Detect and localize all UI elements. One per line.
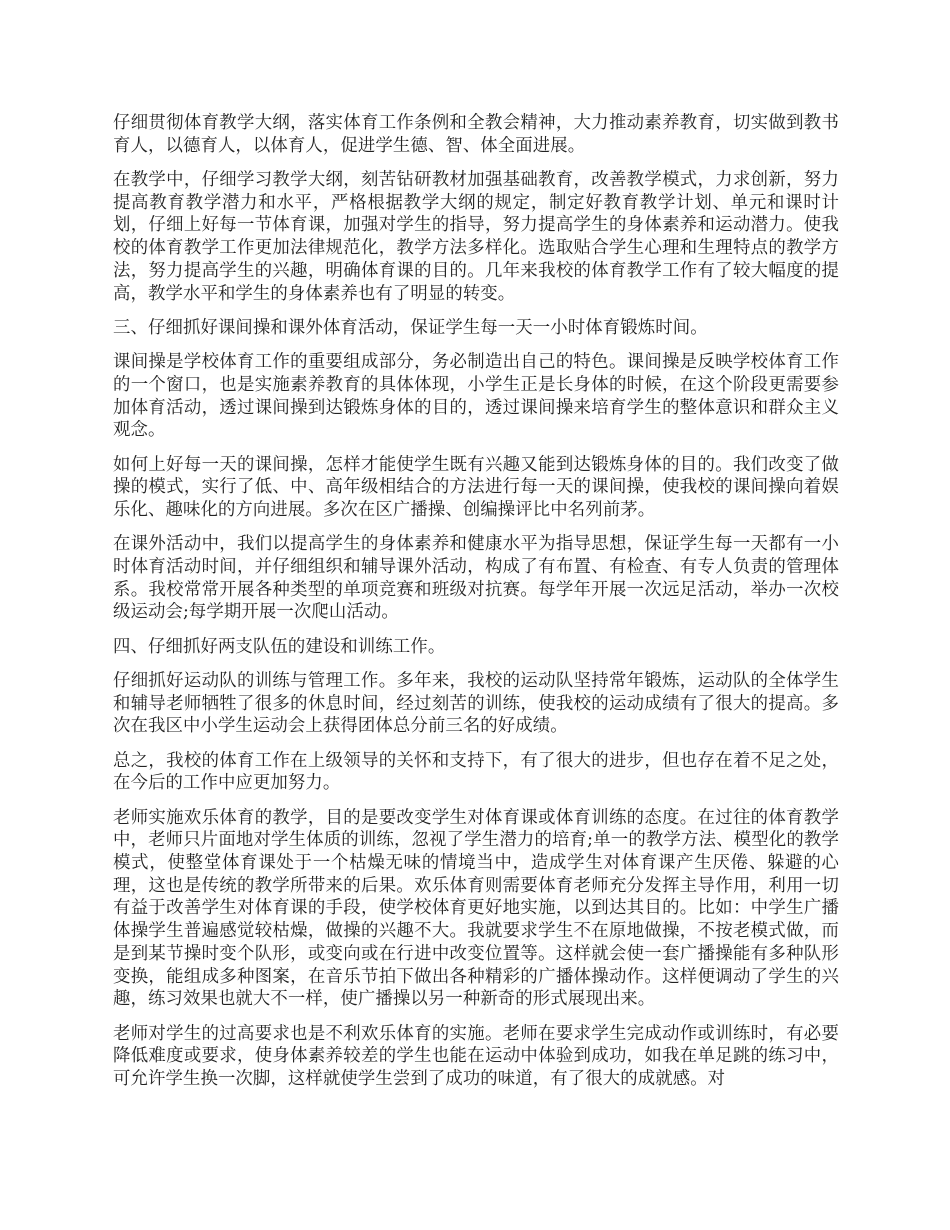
document-body — [113, 112, 839, 1102]
paragraph-teaching: 在教学中，仔细学习教学大纲，刻苦钻研教材加强基础教育，改善教学模式，力求创新，努力提高教育教学潜力和水平，严格根据教学大纲的规定，制定好教育教学计划、单元和课时计划，仔细上好每一节体育课，加强对学生的指导，努力提高学生的身体素养和运动潜力。使我校的体育教学工作更加法律规范化，教学方法多样化。选取贴合学生心理和生理特点的教学方法，努力提高学生的兴趣，明确体育课的目的。几年来我校的体育教学工作有了较大幅度的提高，教学水平和学生的身体素养也有了明显的转变。 — [113, 170, 839, 304]
paragraph-happy-pe: 老师实施欢乐体育的教学，目的是要改变学生对体育课或体育训练的态度。在过往的体育教学中，老师只片面地对学生体质的训练，忽视了学生潜力的培育;单一的教学方法、模型化的教学模式，使整堂体育课处于一个枯燥无味的情境当中，造成学生对体育课产生厌倦、躲避的心理，这也是传统的教学所带来的后果。欢乐体育则需要体育老师充分发挥主导作用，利用一切有益于改善学生对体育课的手段，使学校体育更好地实施，以到达其目的。比如：中学生广播体操学生普遍感觉较枯燥，做操的兴趣不大。我就要求学生不在原地做操，不按老模式做，而是到某节操时变个队形，或变向或在行进中改变位置等。这样就会使一套广播操能有多种队形变换，能组成多种图案，在音乐节拍下做出各种精彩的广播体操动作。这样便调动了学生的兴趣，练习效果也就大不一样，使广播操以另一种新奇的形式展现出来。 — [113, 807, 839, 1010]
section-heading-3: 三、仔细抓好课间操和课外体育活动，保证学生每一天一小时体育锻炼时间。 — [113, 317, 708, 338]
paragraph-extracurricular: 在课外活动中，我们以提高学生的身体素养和健康水平为指导思想，保证学生每一天都有一小时体育活动时间，并仔细组织和辅导课外活动，构成了有布置、有检查、有专人负责的管理体系。我校常常开展各种类型的单项竞赛和班级对抗赛。每学年开展一次远足活动，举办一次校级运动会;每学期开展一次爬山活动。 — [113, 534, 839, 623]
paragraph-summary: 总之，我校的体育工作在上级领导的关怀和支持下，有了很大的进步，但也存在着不足之处，在今后的工作中应更加努力。 — [113, 750, 839, 794]
paragraph-sports-team: 仔细抓好运动队的训练与管理工作。多年来，我校的运动队坚持常年锻炼，运动队的全体学生和辅导老师牺牲了很多的休息时间，经过刻苦的训练，使我校的运动成绩有了很大的提高。多次在我区中小学生运动会上获得团体总分前三名的好成绩。 — [113, 670, 839, 737]
paragraph-exercise: 课间操是学校体育工作的重要组成部分，务必制造出自己的特色。课间操是反映学校体育工作的一个窗口，也是实施素养教育的具体体现，小学生正是长身体的时候，在这个阶段更需要参加体育活动，透过课间操到达锻炼身体的目的，透过课间操来培育学生的整体意识和群众主义观念。 — [113, 352, 839, 441]
paragraph-requirements: 老师对学生的过高要求也是不利欢乐体育的实施。老师在要求学生完成动作或训练时，有必要降低难度或要求，使身体素养较差的学生也能在运动中体验到成功，如我在单足跳的练习中，可允许学生换一次脚，这样就使学生尝到了成功的味道，有了很大的成就感。对 — [113, 1023, 839, 1089]
paragraph-intro: 仔细贯彻体育教学大纲，落实体育工作条例和全教会精神，大力推动素养教育，切实做到教书育人，以德育人，以体育人，促进学生德、智、体全面进展。 — [113, 113, 839, 156]
paragraph-exercise-method: 如何上好每一天的课间操，怎样才能使学生既有兴趣又能到达锻炼身体的目的。我们改变了做操的模式，实行了低、中、高年级相结合的方法进行每一天的课间操，使我校的课间操向着娱乐化、趣味化的方向进展。多次在区广播操、创编操评比中名列前茅。 — [113, 454, 839, 520]
section-heading-4: 四、仔细抓好两支队伍的建设和训练工作。 — [113, 636, 446, 657]
